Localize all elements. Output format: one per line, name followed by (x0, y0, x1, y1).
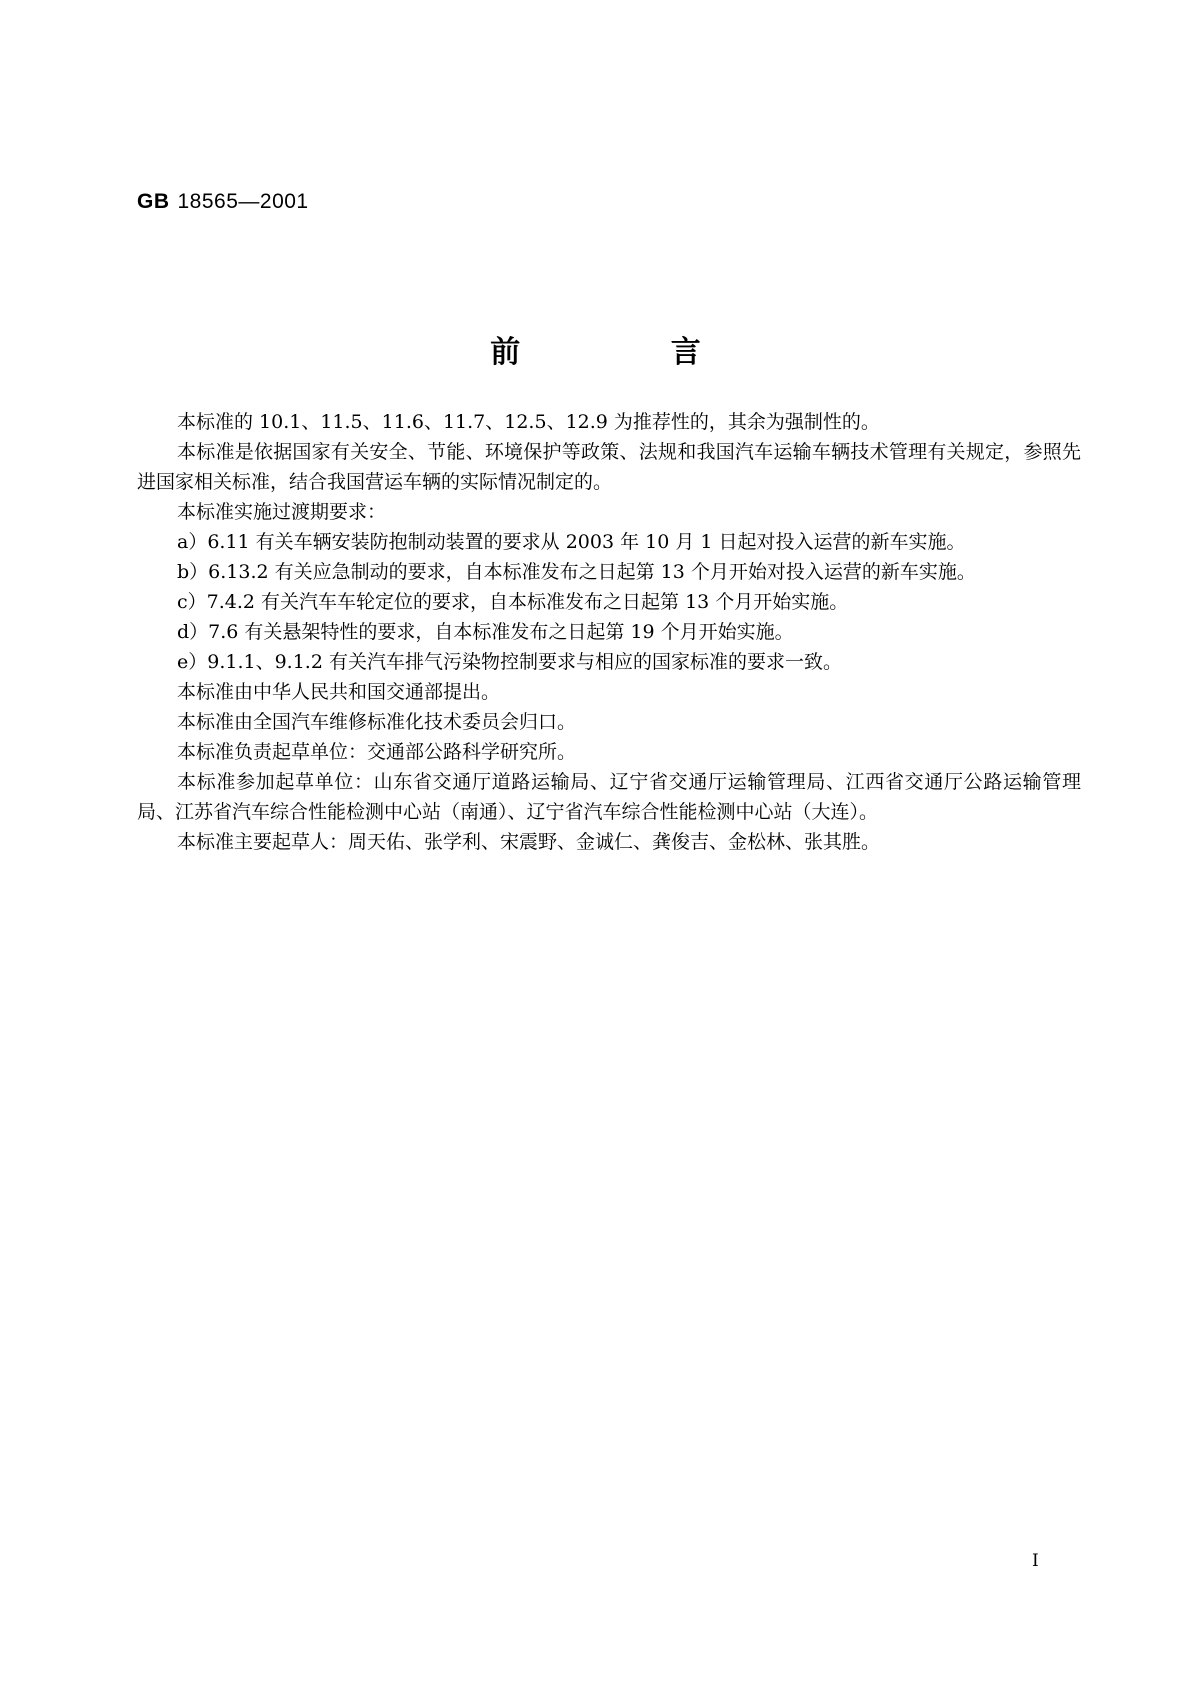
paragraph-basis: 本标准是依据国家有关安全、节能、环境保护等政策、法规和我国汽车运输车辆技术管理有关规定，参照先进国家相关标准，结合我国营运车辆的实际情况制定的。 (137, 441, 1081, 493)
list-item-a: a）6.11 有关车辆安装防抱制动装置的要求从 2003 年 10 月 1 日起对投入运营的新车实施。 (177, 531, 966, 553)
paragraph-transition-intro: 本标准实施过渡期要求： (177, 501, 387, 523)
page-number: I (1032, 1551, 1039, 1571)
page-title: 前 言 (490, 335, 771, 370)
gb-prefix: GB (137, 190, 170, 213)
list-item-c: c）7.4.2 有关汽车车轮定位的要求，自本标准发布之日起第 13 个月开始实施。 (177, 591, 849, 613)
paragraph-drafters: 本标准主要起草人：周天佑、张学利、宋震野、金诚仁、龚俊吉、金松林、张其胜。 (177, 831, 881, 853)
paragraph-proposed-by: 本标准由中华人民共和国交通部提出。 (177, 681, 501, 703)
list-item-e: e）9.1.1、9.1.2 有关汽车排气污染物控制要求与相应的国家标准的要求一致。 (177, 651, 842, 673)
list-item-d: d）7.6 有关悬架特性的要求，自本标准发布之日起第 19 个月开始实施。 (177, 621, 794, 643)
list-item-b: b）6.13.2 有关应急制动的要求，自本标准发布之日起第 13 个月开始对投入运营的新车实施。 (177, 561, 976, 583)
standard-number: 18565—2001 (177, 190, 309, 213)
paragraph-recommended-clauses: 本标准的 10.1、11.5、11.6、11.7、12.5、12.9 为推荐性的，其余为强制性的。 (177, 411, 880, 433)
paragraph-centralized-by: 本标准由全国汽车维修标准化技术委员会归口。 (177, 711, 577, 733)
foreword-body (137, 407, 1081, 857)
paragraph-participating-units: 本标准参加起草单位：山东省交通厅道路运输局、辽宁省交通厅运输管理局、江西省交通厅公路运输管理局、江苏省汽车综合性能检测中心站（南通）、辽宁省汽车综合性能检测中心站（大连）。 (137, 771, 1081, 823)
paragraph-drafting-unit: 本标准负责起草单位：交通部公路科学研究所。 (177, 741, 577, 763)
standard-code (137, 190, 309, 214)
